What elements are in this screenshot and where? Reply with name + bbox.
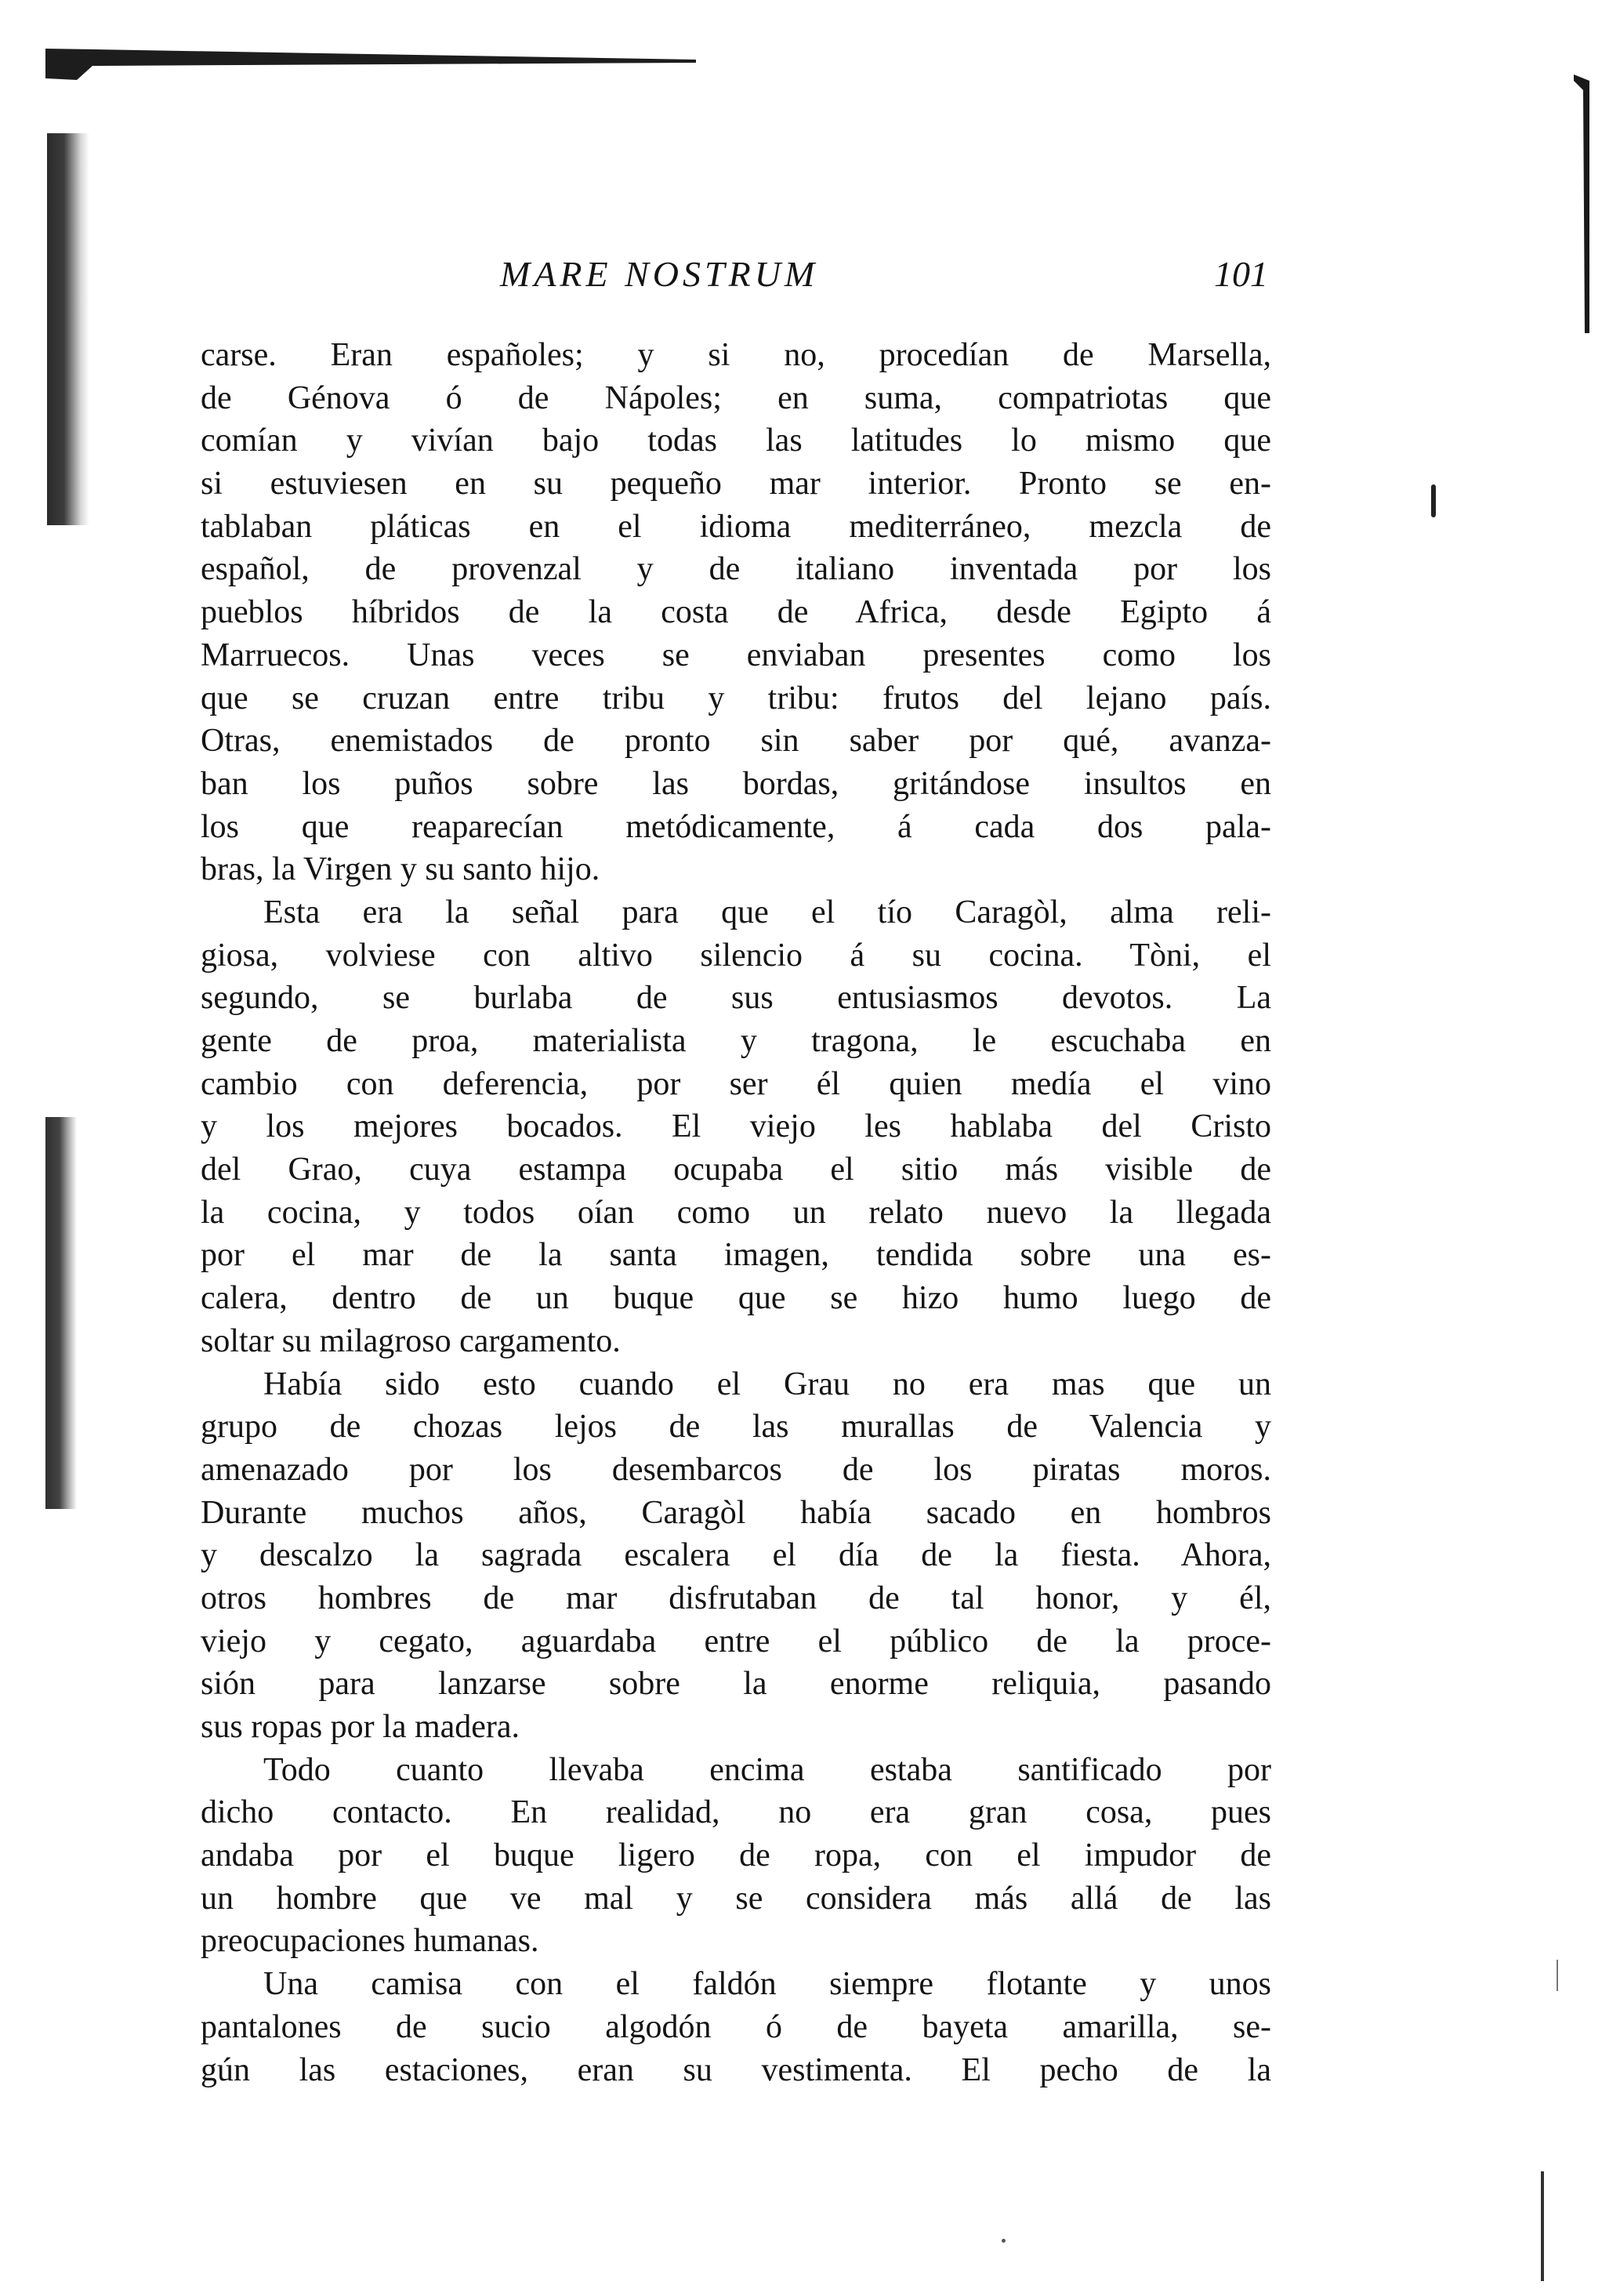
- scan-edge-top: [45, 49, 696, 80]
- text-line: la cocina, y todos oían como un relato nuevo la llegada: [201, 1194, 1271, 1231]
- text-line: pueblos híbridos de la costa de Africa, desde Egipto á: [201, 594, 1271, 631]
- text-line: grupo de chozas lejos de las murallas de Valencia y: [201, 1409, 1271, 1445]
- running-head: [202, 249, 1268, 299]
- paragraph: [201, 891, 1271, 1363]
- scan-edge-right-top: [1574, 74, 1589, 333]
- text-line: cambio con deferencia, por ser él quien medía el vino: [201, 1065, 1271, 1102]
- scan-edge-left-middle: [45, 1117, 77, 1509]
- text-line: amenazado por los desembarcos de los piratas moros.: [201, 1451, 1271, 1488]
- text-line: Había sido esto cuando el Grau no era mas que un: [263, 1366, 1271, 1402]
- scan-speck: [1431, 484, 1436, 517]
- text-line: Marruecos. Unas veces se enviaban presentes como los: [201, 637, 1271, 673]
- text-line: ban los puños sobre las bordas, gritándose insultos en: [201, 765, 1271, 802]
- text-line: soltar su milagroso cargamento.: [201, 1322, 621, 1359]
- scan-edge-left-top: [47, 133, 89, 525]
- text-line: gún las estaciones, eran su vestimenta. El pecho de la: [201, 2051, 1271, 2088]
- text-line: Durante muchos años, Caragòl había sacado en hombros: [201, 1494, 1271, 1531]
- text-line: Todo cuanto llevaba encima estaba santificado por: [263, 1751, 1271, 1788]
- text-line: bras, la Virgen y su santo hijo.: [201, 851, 600, 888]
- text-line: dicho contacto. En realidad, no era gran cosa, pues: [201, 1794, 1271, 1831]
- text-line: calera, dentro de un buque que se hizo humo luego de: [201, 1280, 1271, 1317]
- text-line: carse. Eran españoles; y si no, procedían de Marsella,: [201, 337, 1271, 373]
- text-line: por el mar de la santa imagen, tendida sobre una es-: [201, 1237, 1271, 1274]
- text-line: comían y vivían bajo todas las latitudes lo mismo que: [201, 423, 1271, 459]
- paragraph: [201, 1963, 1271, 2091]
- text-line: y descalzo la sagrada escalera el día de la fiesta. Ahora,: [201, 1537, 1271, 1574]
- text-line: preocupaciones humanas.: [201, 1923, 539, 1960]
- text-line: otros hombres de mar disfrutaban de tal honor, y él,: [201, 1580, 1271, 1616]
- text-line: gente de proa, materialista y tragona, le escuchaba en: [201, 1023, 1271, 1059]
- text-line: un hombre que ve mal y se considera más allá de las: [201, 1880, 1271, 1917]
- running-title: MARE NOSTRUM: [500, 254, 819, 294]
- text-line: Esta era la señal para que el tío Caragòl, alma reli-: [263, 894, 1271, 930]
- paragraph: [201, 1749, 1271, 1963]
- text-line: giosa, volviese con altivo silencio á su cocina. Tòni, el: [201, 937, 1271, 974]
- text-line: andaba por el buque ligero de ropa, con el impudor de: [201, 1837, 1271, 1874]
- scan-speck: [1002, 2239, 1006, 2243]
- text-line: sión para lanzarse sobre la enorme reliquia, pasando: [201, 1666, 1271, 1703]
- text-line: los que reaparecían metódicamente, á cada dos pala-: [201, 808, 1271, 845]
- text-line: y los mejores bocados. El viejo les hablaba del Cristo: [201, 1108, 1271, 1145]
- text-line: Otras, enemistados de pronto sin saber por qué, avanza-: [201, 723, 1271, 760]
- body-text: [201, 334, 1271, 2091]
- text-line: que se cruzan entre tribu y tribu: frutos del lejano país.: [201, 680, 1271, 716]
- text-line: español, de provenzal y de italiano inventada por los: [201, 551, 1271, 588]
- text-line: Una camisa con el faldón siempre flotante y unos: [263, 1966, 1271, 2003]
- text-line: pantalones de sucio algodón ó de bayeta amarilla, se-: [201, 2008, 1271, 2045]
- text-line: del Grao, cuya estampa ocupaba el sitio más visible de: [201, 1152, 1271, 1188]
- text-line: de Génova ó de Nápoles; en suma, compatriotas que: [201, 379, 1271, 416]
- scan-edge-right-bottom: [1541, 2171, 1544, 2281]
- text-line: segundo, se burlaba de sus entusiasmos devotos. La: [201, 980, 1271, 1017]
- text-line: tablaban pláticas en el idioma mediterráneo, mezcla de: [201, 508, 1271, 545]
- text-line: si estuviesen en su pequeño mar interior. Pronto se en-: [201, 466, 1271, 502]
- page-number: 101: [1214, 254, 1268, 294]
- text-line: sus ropas por la madera.: [201, 1709, 520, 1745]
- paragraph: [201, 1363, 1271, 1749]
- text-line: viejo y cegato, aguardaba entre el público de la proce-: [201, 1623, 1271, 1659]
- scan-speck: [1557, 1960, 1558, 1991]
- paragraph: [201, 334, 1271, 891]
